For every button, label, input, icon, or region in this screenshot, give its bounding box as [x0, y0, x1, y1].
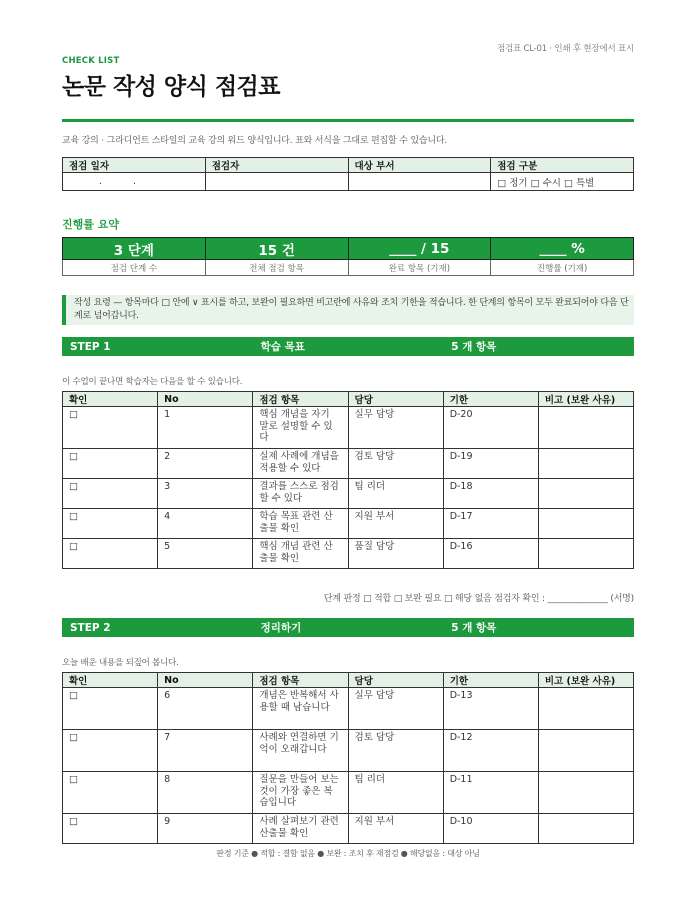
- row-note[interactable]: [538, 407, 633, 449]
- document-id: 점검표 CL-01 · 인쇄 후 현장에서 표시: [496, 44, 634, 54]
- step-2-label: STEP 2: [70, 621, 111, 634]
- col-note: 비고 (보완 사유): [538, 673, 633, 688]
- row-no: 5: [158, 539, 253, 569]
- col-no: No: [158, 392, 253, 407]
- row-owner: 팀 리더: [348, 772, 443, 814]
- col-note: 비고 (보완 사유): [538, 392, 633, 407]
- row-due: D-20: [443, 407, 538, 449]
- col-owner: 담당: [348, 673, 443, 688]
- row-owner: 실무 담당: [348, 688, 443, 730]
- col-item: 점검 항목: [253, 392, 348, 407]
- row-owner: 팀 리더: [348, 479, 443, 509]
- page-title: 논문 작성 양식 점검표: [62, 74, 280, 100]
- progress-steps-caption: 점검 단계 수: [63, 260, 206, 276]
- row-owner: 실무 담당: [348, 407, 443, 449]
- row-item: 핵심 개념 관련 산출물 확인: [253, 539, 348, 569]
- row-item: 사례 살펴보기 관련 산출물 확인: [253, 814, 348, 844]
- step-2-desc: 오늘 배운 내용을 되짚어 봅니다.: [62, 658, 179, 668]
- progress-total-caption: 전체 점검 항목: [205, 260, 348, 276]
- row-due: D-19: [443, 449, 538, 479]
- row-due: D-11: [443, 772, 538, 814]
- row-no: 8: [158, 772, 253, 814]
- table-row: [63, 539, 634, 569]
- table-row: [63, 814, 634, 844]
- step-1-judgement[interactable]: 단계 판정 □ 적합 □ 보완 필요 □ 해당 없음 점검자 확인 : ______________ (서명): [323, 594, 634, 604]
- col-owner: 담당: [348, 392, 443, 407]
- row-item: 실제 사례에 개념을 적용할 수 있다: [253, 449, 348, 479]
- row-note[interactable]: [538, 688, 633, 730]
- row-item: 핵심 개념을 자기 말로 설명할 수 있다: [253, 407, 348, 449]
- row-note[interactable]: [538, 449, 633, 479]
- progress-done-caption: 완료 항목 (기재): [348, 260, 491, 276]
- row-no: 2: [158, 449, 253, 479]
- col-due: 기한: [443, 392, 538, 407]
- progress-rate-value[interactable]: ____ %: [491, 238, 634, 260]
- row-owner: 검토 담당: [348, 730, 443, 772]
- row-checkbox[interactable]: □: [63, 407, 158, 449]
- row-checkbox[interactable]: □: [63, 539, 158, 569]
- col-check: 확인: [63, 673, 158, 688]
- col-check: 확인: [63, 392, 158, 407]
- col-no: No: [158, 673, 253, 688]
- step-1-table: [62, 391, 634, 569]
- row-checkbox[interactable]: □: [63, 730, 158, 772]
- row-no: 6: [158, 688, 253, 730]
- table-row: [63, 730, 634, 772]
- step-2-name: 정리하기: [260, 622, 302, 634]
- step-1-count: 5 개 항목: [451, 341, 497, 353]
- row-checkbox[interactable]: □: [63, 479, 158, 509]
- table-row: [63, 449, 634, 479]
- row-note[interactable]: [538, 479, 633, 509]
- progress-total-value: 15 건: [205, 238, 348, 260]
- row-checkbox[interactable]: □: [63, 814, 158, 844]
- step-2-table: [62, 672, 634, 844]
- instruction-note: 작성 요령 — 항목마다 □ 안에 ∨ 표시를 하고, 보완이 필요하면 비고란에 사유와 조치 기한을 적습니다. 한 단계의 항목이 모두 완료되어야 다음 단계로 넘어갑니다.: [62, 295, 634, 325]
- judgement-criteria-footer: 판정 기준 ● 적합 : 결함 없음 ● 보완 : 조치 후 재점검 ● 해당없음 : 대상 아님: [216, 849, 480, 858]
- step-2-bar: [62, 618, 634, 637]
- row-item: 개념은 반복해서 사용할 때 남습니다: [253, 688, 348, 730]
- table-row: [63, 509, 634, 539]
- table-row: [63, 772, 634, 814]
- progress-done-value[interactable]: ____ / 15: [348, 238, 491, 260]
- row-owner: 품질 담당: [348, 539, 443, 569]
- row-item: 학습 목표 관련 산출물 확인: [253, 509, 348, 539]
- table-row: [63, 688, 634, 730]
- row-checkbox[interactable]: □: [63, 688, 158, 730]
- row-note[interactable]: [538, 772, 633, 814]
- info-header-inspector: 점검자: [205, 158, 348, 173]
- dept-field[interactable]: [348, 173, 491, 191]
- row-no: 9: [158, 814, 253, 844]
- progress-steps-value: 3 단계: [63, 238, 206, 260]
- row-due: D-16: [443, 539, 538, 569]
- step-2-count: 5 개 항목: [451, 622, 497, 634]
- date-field[interactable]: . .: [63, 173, 206, 191]
- row-no: 3: [158, 479, 253, 509]
- table-row: [63, 407, 634, 449]
- row-due: D-13: [443, 688, 538, 730]
- table-row: [63, 479, 634, 509]
- row-checkbox[interactable]: □: [63, 772, 158, 814]
- step-1-desc: 이 수업이 끝나면 학습자는 다음을 할 수 있습니다.: [62, 377, 243, 387]
- row-no: 1: [158, 407, 253, 449]
- row-due: D-10: [443, 814, 538, 844]
- info-table: [62, 157, 634, 191]
- row-item: 질문을 만들어 보는 것이 가장 좋은 복습입니다: [253, 772, 348, 814]
- progress-rate-caption: 진행률 (기재): [491, 260, 634, 276]
- step-1-label: STEP 1: [70, 340, 111, 353]
- info-header-dept: 대상 부서: [348, 158, 491, 173]
- row-item: 사례와 연결하면 기억이 오래갑니다: [253, 730, 348, 772]
- category-field[interactable]: □ 정기 □ 수시 □ 특별: [491, 173, 634, 191]
- row-checkbox[interactable]: □: [63, 509, 158, 539]
- row-owner: 검토 담당: [348, 449, 443, 479]
- row-item: 결과를 스스로 점검할 수 있다: [253, 479, 348, 509]
- col-item: 점검 항목: [253, 673, 348, 688]
- row-due: D-17: [443, 509, 538, 539]
- step-1-name: 학습 목표: [260, 341, 305, 353]
- row-no: 4: [158, 509, 253, 539]
- progress-heading: 진행률 요약: [62, 218, 119, 231]
- row-due: D-18: [443, 479, 538, 509]
- row-owner: 지원 부서: [348, 509, 443, 539]
- title-rule: [62, 119, 634, 122]
- info-header-category: 점검 구분: [491, 158, 634, 173]
- row-no: 7: [158, 730, 253, 772]
- row-owner: 지원 부서: [348, 814, 443, 844]
- inspector-field[interactable]: [205, 173, 348, 191]
- row-note[interactable]: [538, 814, 633, 844]
- eyebrow-label: CHECK LIST: [62, 56, 120, 66]
- step-1-bar: [62, 337, 634, 356]
- col-due: 기한: [443, 673, 538, 688]
- row-note[interactable]: [538, 730, 633, 772]
- row-checkbox[interactable]: □: [63, 449, 158, 479]
- progress-table: [62, 237, 634, 276]
- row-note[interactable]: [538, 539, 633, 569]
- row-due: D-12: [443, 730, 538, 772]
- info-header-date: 점검 일자: [63, 158, 206, 173]
- intro-text: 교육 강의 · 그라디언트 스타일의 교육 강의 워드 양식입니다. 표와 서식을 그대로 편집할 수 있습니다.: [62, 136, 447, 146]
- row-note[interactable]: [538, 509, 633, 539]
